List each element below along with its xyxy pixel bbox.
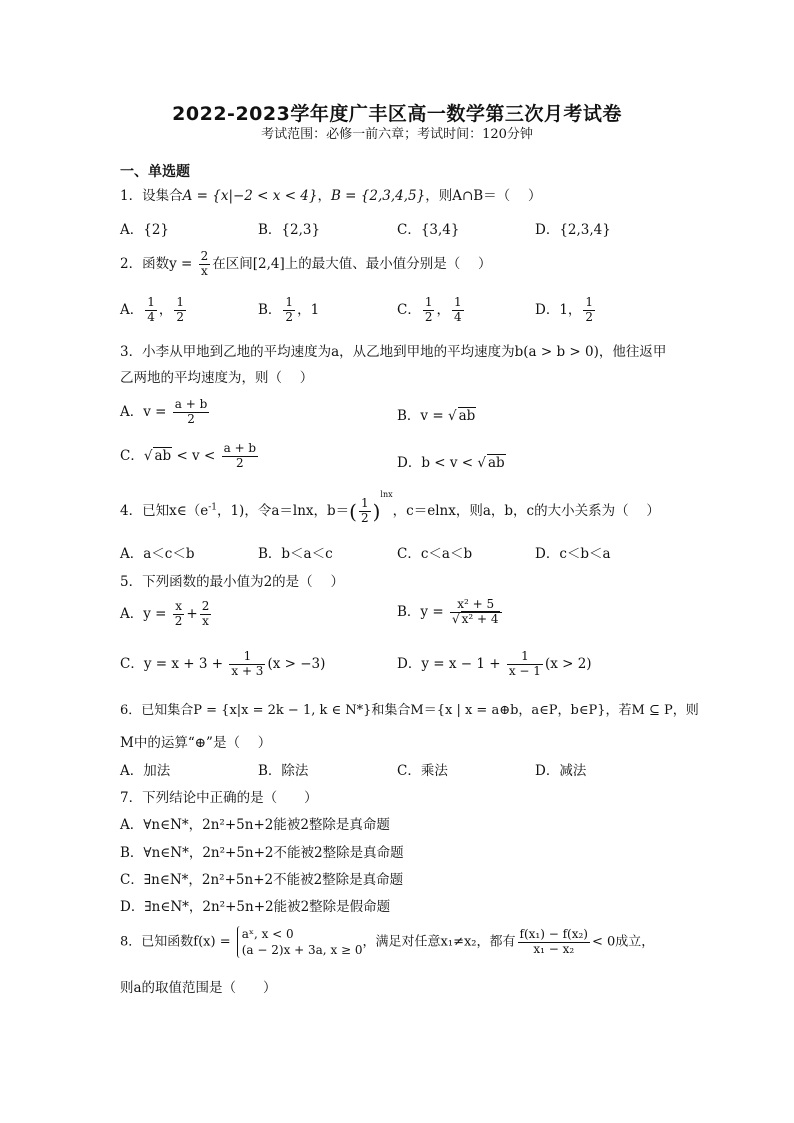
q4-option-c: C．c＜a＜b <box>397 546 473 562</box>
q5-c-pre: C．y = x + 3 + <box>120 655 224 672</box>
q2-d-frac2-num: 1 <box>585 295 594 309</box>
q5-a-pre: A．y = <box>120 605 167 622</box>
q5-d-frac <box>507 650 543 679</box>
q5-d-pre: D．y = x − 1 + <box>397 655 501 672</box>
q8-frac-num: f(x₁) − f(x₂) <box>519 926 588 941</box>
q3-c-frac-den: 2 <box>236 455 244 470</box>
q1-tail: ，则A∩B＝（ ） <box>425 188 542 204</box>
q1-set-a: A = {x|−2 < x < 4} <box>182 188 318 204</box>
q2-c-frac2-den: 4 <box>453 309 462 324</box>
q5-option-a <box>120 600 213 629</box>
q8-case-1: aˣ, x < 0 <box>241 927 294 941</box>
q2-b-frac1-den: 2 <box>285 309 294 324</box>
q4-b-frac <box>359 497 371 526</box>
q6-option-a: A．加法 <box>120 763 171 779</box>
q2-b-frac1-num: 1 <box>285 295 294 309</box>
question-4-stem <box>120 490 660 526</box>
q5-b-pre: B．y = <box>397 603 444 620</box>
q3-c-frac <box>222 442 259 471</box>
q7-option-a: A．∀n∈N*，2n²+5n+2能被2整除是真命题 <box>120 817 390 833</box>
q1-option-b: B．{2,3} <box>258 222 321 238</box>
q6-option-c: C．乘法 <box>397 763 448 779</box>
q2-a-letter: A． <box>120 301 144 318</box>
q2-d-plain: 1 <box>559 301 568 318</box>
q2-option-c: C． $\frac{1}{2}$ ， $\frac{1}{4}$ <box>397 295 462 324</box>
question-3-line-2: 乙两地的平均速度为，则（ ） <box>120 370 314 386</box>
question-8-stem <box>120 926 654 958</box>
q3-d-pre: D．b < v < <box>397 455 474 471</box>
q5-option-c <box>120 650 325 679</box>
q5-a-plus: + <box>186 605 198 622</box>
q3-option-c: C．√ ab < v < $\frac{a + b}{2}$ <box>120 441 257 470</box>
q7-option-d: D．∃n∈N*，2n²+5n+2能被2整除是假命题 <box>120 899 391 915</box>
question-6-line-1: 6．已知集合P = {x|x = 2k − 1, k ∈ N*}和集合M＝{x | x = a⊕b，a∈P，b∈P}，若M ⊆ P，则 <box>120 703 699 718</box>
exam-title: 2022-2023学年度广丰区高一数学第三次月考试卷 <box>172 103 622 125</box>
q1-stem-text: 1．设集合 <box>120 188 183 204</box>
q5-option-d <box>397 650 592 679</box>
q2-b-frac1 <box>283 296 295 325</box>
q8-stem-post: < 0成立， <box>591 934 655 950</box>
q4-option-b: B．b＜a＜c <box>258 546 333 562</box>
q5-b-radicand: x² + 4 <box>461 611 499 626</box>
q4-paren-close: ) <box>372 499 381 524</box>
q5-a-frac1 <box>173 600 185 629</box>
question-5-stem: 5．下列函数的最小值为2的是（ ） <box>120 574 344 590</box>
q4-stem-mid: ，1)，令a＝lnx，b＝ <box>216 503 350 519</box>
q2-c-frac1-den: 2 <box>424 309 433 324</box>
q4-stem-sup: -1 <box>208 502 217 513</box>
q2-a-frac1-den: 4 <box>147 309 155 324</box>
question-6-line-2: M中的运算“⊕”是（ ） <box>120 735 272 751</box>
q2-d-frac2 <box>583 296 595 325</box>
q5-option-b <box>397 598 504 627</box>
question-7-stem: 7．下列结论中正确的是（ ） <box>120 790 318 806</box>
q4-b-exp: lnx <box>380 490 393 499</box>
question-1-stem <box>120 184 541 204</box>
q8-piecewise <box>237 926 363 958</box>
q5-a-frac1-den: 2 <box>174 613 183 628</box>
q5-c-frac-num: 1 <box>229 650 265 665</box>
q8-stem-pre: 8．已知函数f(x) = <box>120 934 231 950</box>
q2-b-plain: 1 <box>310 301 320 318</box>
q3-a-frac <box>173 398 210 427</box>
q4-option-a: A．a＜c＜b <box>120 546 195 562</box>
question-3-line-1: 3．小李从甲地到乙地的平均速度为a，从乙地到甲地的平均速度为b(a > b > 0)，他往返甲 <box>120 344 667 360</box>
q2-frac-den: x <box>201 263 208 278</box>
q2-a-frac2-num: 1 <box>176 295 185 309</box>
q5-b-frac <box>450 598 502 627</box>
q2-option-b: B． $\frac{1}{2}$ ，1 <box>258 295 320 324</box>
q3-a-pre: A．v = <box>120 403 167 420</box>
q2-frac-num: 2 <box>200 249 209 263</box>
q3-c-frac-num: a + b <box>223 441 257 455</box>
question-2-stem <box>120 250 492 279</box>
q3-c-radicand: ab <box>154 447 172 464</box>
q5-c-frac-den: x + 3 <box>231 663 264 678</box>
q2-c-frac1-num: 1 <box>424 295 433 309</box>
q2-c-frac2-num: 1 <box>453 295 462 309</box>
q4-stem-post: ，c＝elnx，则a，b，c的大小关系为（ ） <box>392 503 660 519</box>
q3-option-b: B．v = √ ab <box>397 408 476 424</box>
q5-d-frac-num: 1 <box>507 650 543 665</box>
q3-d-radicand: ab <box>488 455 505 471</box>
q5-a-frac2 <box>200 600 212 629</box>
q5-b-frac-den: √ x² + 4 <box>451 611 499 626</box>
q6-option-b: B．除法 <box>258 763 309 779</box>
q4-stem-pre: 4．已知x∈（e <box>120 503 209 519</box>
q8-fraction <box>518 928 590 957</box>
q2-fraction <box>199 250 211 279</box>
q1-set-b: B = {2,3,4,5} <box>330 188 426 204</box>
q5-a-frac2-num: 2 <box>201 599 210 613</box>
q3-a-frac-den: 2 <box>187 411 195 426</box>
q2-a-frac2-den: 2 <box>176 309 185 324</box>
question-8-line-2: 则a的取值范围是（ ） <box>120 980 277 996</box>
q2-a-frac1 <box>145 296 157 325</box>
q3-option-d: D．b < v < √ ab <box>397 455 505 471</box>
q1-comma: ， <box>317 188 331 204</box>
q2-d-frac2-den: 2 <box>585 309 594 324</box>
q4-b-frac-num: 1 <box>360 496 369 511</box>
q7-option-c: C．∃n∈N*，2n²+5n+2不能被2整除是真命题 <box>120 872 404 888</box>
q3-b-radicand: ab <box>458 408 476 424</box>
q2-d-letter: D． <box>535 301 560 318</box>
q5-a-frac1-num: x <box>173 600 185 615</box>
q2-c-letter: C． <box>397 301 421 318</box>
q5-a-frac2-den: x <box>202 613 209 628</box>
q5-b-frac-num: x² + 5 <box>450 598 502 613</box>
q1-option-c: C．{3,4} <box>397 222 460 238</box>
q2-b-letter: B． <box>258 301 282 318</box>
q4-paren-open: ( <box>349 499 357 524</box>
q2-a-frac1-num: 1 <box>147 295 155 309</box>
q2-option-d: D．1， $\frac{1}{2}$ <box>535 295 594 324</box>
q5-d-post: (x > 2) <box>544 655 592 672</box>
q3-b-pre: B．v = <box>397 408 444 424</box>
q1-option-d: D．{2,3,4} <box>535 222 611 238</box>
q2-a-frac2 <box>174 296 186 325</box>
q3-a-frac-num: a + b <box>174 397 208 411</box>
q2-option-a: A． $\frac{1}{4}$ ， $\frac{1}{2}$ <box>120 295 185 324</box>
section-heading: 一、单选题 <box>120 164 190 180</box>
q7-option-b: B．∀n∈N*，2n²+5n+2不能被2整除是真命题 <box>120 845 404 861</box>
q5-d-frac-den: x − 1 <box>508 663 541 678</box>
q6-option-d: D．减法 <box>535 763 587 779</box>
exam-subtitle: 考试范围：必修一前六章；考试时间：120分钟 <box>261 127 533 142</box>
q3-c-pre: C． <box>120 447 144 464</box>
q3-c-mid: < v < <box>176 447 216 464</box>
q2-c-frac2 <box>452 296 464 325</box>
q2-c-frac1 <box>423 296 435 325</box>
q2-stem-pre: 2．函数y = <box>120 255 193 272</box>
q8-frac-den: x₁ − x₂ <box>533 941 575 956</box>
q5-c-frac <box>229 650 265 679</box>
q1-option-a: A．{2} <box>120 222 170 238</box>
q2-stem-post: 在区间[2,4]上的最大值、最小值分别是（ ） <box>212 255 492 272</box>
q4-option-d: D．c＜b＜a <box>535 546 611 562</box>
q4-b-frac-den: 2 <box>360 511 369 525</box>
q8-case-2: (a − 2)x + 3a, x ≥ 0 <box>241 943 363 958</box>
q8-stem-mid: ，满足对任意x₁≠x₂，都有 <box>362 934 516 950</box>
q3-option-a <box>120 398 211 427</box>
q5-c-post: (x > −3) <box>267 655 326 672</box>
